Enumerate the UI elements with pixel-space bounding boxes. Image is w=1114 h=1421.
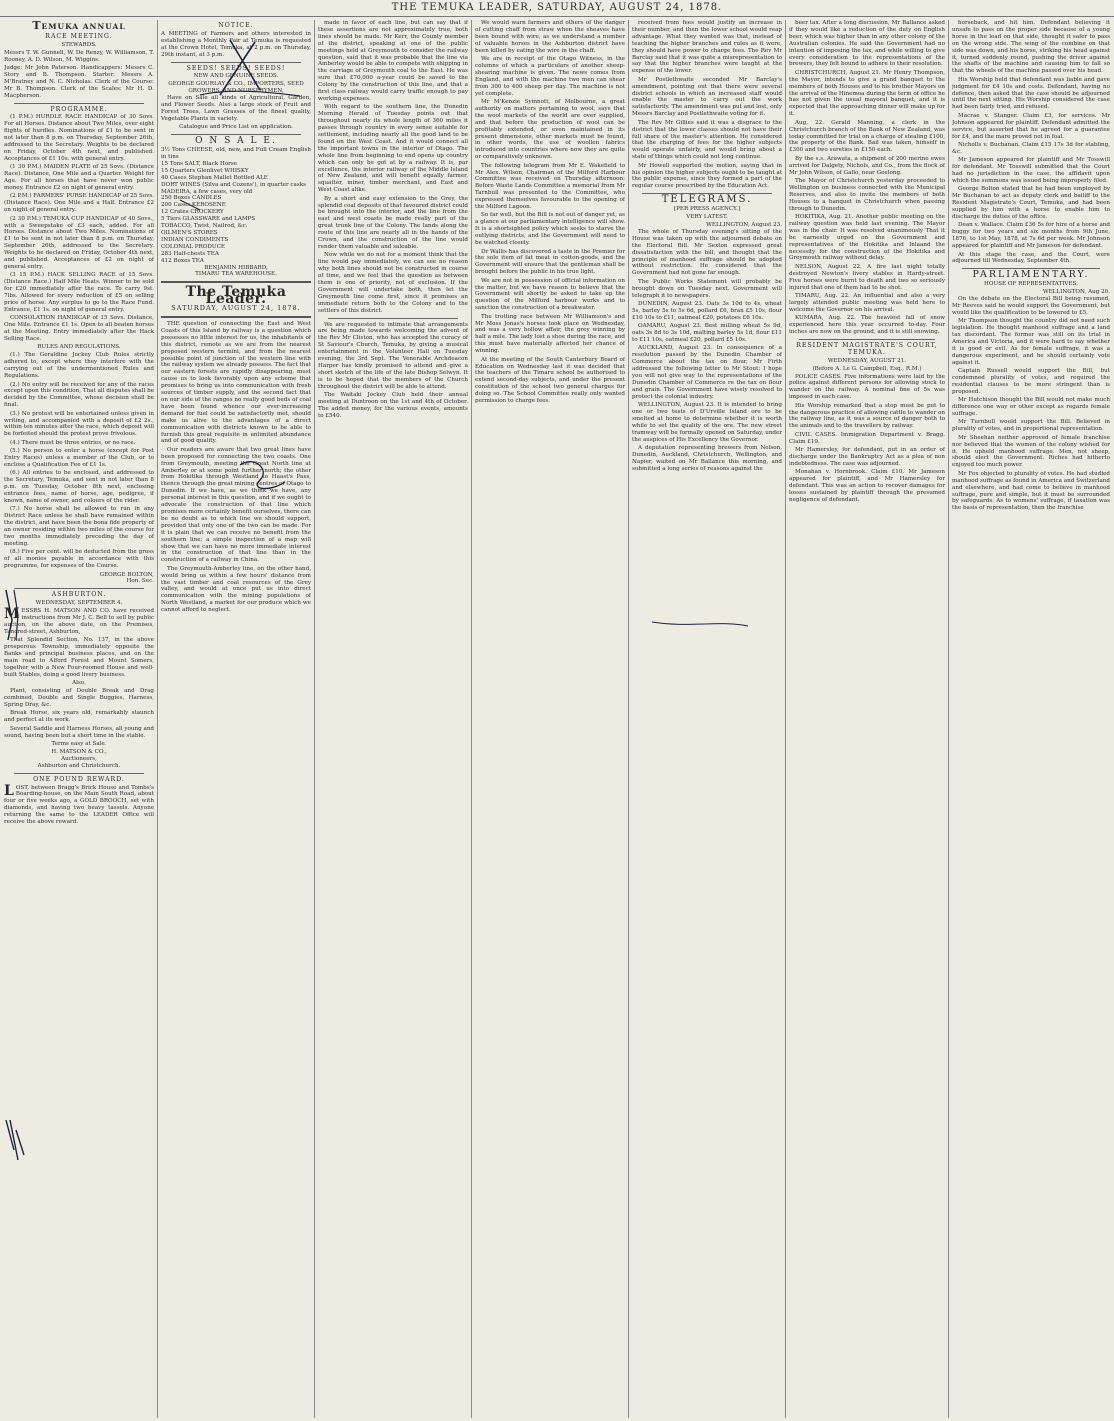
page-masthead: THE TEMUKA LEADER, SATURDAY, AUGUST 24, 1878. [0,0,1114,17]
stewards-heading: STEWARDS. [61,41,97,48]
rule-3: (3.) No protest will be entertained unless given in writing, and accompanied with a deposit of £2 2s., within ten minutes after the race, which deposit will be forfeited should the protest prove frivolous. [4,410,154,438]
on-sale-item: 12 Crates CROCKERY [161,209,224,216]
on-sale-item: DORT WINES (Silva and Cozens'), in quarter casks [161,181,307,188]
tele-para-5: AUCKLAND, August 23. In consequence of a resolution passed by the Dunedin Chamber of Commerce about the tax on flour, Mr Firth addressed the following letter to Mr Stout: I hope you will not give way to the representations of the Dunedin Chamber of Commerce re the tax on flour and grain. The Government have wisely resolved to protect the colonial industry. [632,345,782,400]
parl-para-6: Mr Sheehan neither approved of female franchise nor believed that the women of the colony wished for it. He upheld manhood suffrage. Men, not sheep, should elect the Government. Riches had hitherto enjoyed too much power. [952,434,1110,469]
stewards-list: Messrs T. W. Gunnell, W. De Renzy, W. Williamson, T. Rooney, A. D. Wilson, M. Wiggins. [4,49,154,63]
rm-para-5: Monahan v. Hornbrook. Claim £10. Mr Jameson appeared for plaintiff, and Mr Hamersley for defendant. This was an action to recover damages for losses sustained by plaintiff through the presumed negligence of defendant. [789,469,945,503]
parliamentary-heading: PARLIAMENTARY. [972,269,1090,281]
on-sale-item: 200 Cases KEROSENE [161,202,226,209]
col4-para-2: We are in receipt of the Otago Witness, in the columns of which a particulars of another sheep-shearing machine is given. The news comes from England, and with the machine two men can shear from 300 to 400 sheep per day. The machine is not yet complete. [475,56,625,97]
parl-dateline: WELLINGTON, Aug 20. [1042,289,1110,296]
rm-para-1: POLICE CASES. Five informations were laid by the police against different persons for allowing stock to wander on the railway. A nominal fine of 5s was imposed in each case. [789,373,945,401]
plant-description: Plant, consisting of Double Break and Drag combined, Double and Single Buggies, Harness, Spring Dray, &c. [4,688,154,708]
on-sale-item: 15 Tons SALT, Black Horse [161,160,238,167]
col6-para-2: CHRISTCHURCH, August 21. Mr Henry Thompson, the Mayor, intends to give a grand banquet to the members of both Houses and to his brother Mayors on the arrival of the Hinemoa during the term of office he has not given the usual mayoral banquet, and it is expected that the approaching dinner will make up for it. [789,69,945,118]
notice-text: A MEETING of Farmers and others interested in establishing a Monthly Fair at Temuka is requested at the Crown Hotel, Temuka, at 2 p.m. on Thursday, 29th instant, at 3 p.m. [161,30,311,58]
parl-para-2: Mr Thompson thought the country did not need such legislation. He thought manhood suffrage and a land tax discordant. The former was still on its trial in America and Victoria, and it were hard to say whether it is good or evil. As for female suffrage, it was a dangerous experiment, and he should certainly vote against it. [952,318,1110,366]
race-meeting-subtitle: RACE MEETING. [45,32,113,40]
col3-para-5: We are requested to intimate that arrangements are being made towards welcoming the advent of the Rev Mr Cliston, who has accepted the curacy of St Saviour's Church, Temuka, by giving a musical entertainment in the Volunteer Hall on Tuesday evening, the 3rd Sept. The Venerable Archdeacon Harper has kindly promised to attend and give a short sketch of the life of the late Bishop Selwyn. It is to be hoped that the members of the Church throughout the district will be able to attend. [318,321,468,390]
col6-para-3: Aug. 22. Gerald Manning, a clerk in the Christchurch branch of the Bank of New Zealand, was today committed for trial on a charge of stealing £100, the property of the Bank. Bail was taken, himself in £300 and two sureties in £150 each. [789,119,945,154]
parl-para-3: Captain Russell would support the Bill, but condemned plurality of votes, and required the residential clauses to be more stringent than is proposed. [952,368,1110,395]
gourlay-name: GEORGE GOURLAY & CO., IMPORTERS, SEED GROWERS, AND NURSERYMEN, [168,81,304,95]
rule-5: (5.) No person to enter a horse (except for Post Entry Races) unless a member of the Club, or to enclose a Qualification Fee of £1 1s. [4,448,154,468]
col4-para-7: We are not in possession of official information on the matter, but we have reason to believe that the Government will shortly be asked to take up the question of the Milford harbour works and to sanction the construction of a breakwater. [475,277,625,312]
on-sale-item: 15 Quarters Glenlivet WHISKY [161,167,249,174]
ink-mark-6 [240,462,285,489]
on-sale-item: 40 Cases Stephan Mallet Bottled ALE [161,174,268,181]
col6-para-6: HOKITIKA, Aug. 21. Another public meeting on the railway question was held last evening. The Mayor was in the chair. It was resolved unanimously That it be earnestly urged on the Government and representatives of the Hokitika and Inlaand the necessity for the construction of the Hokitika and Greymouth railway without delay. [789,213,945,262]
ink-mark-7 [180,200,200,210]
matson-ad: MESSRS H. MATSON AND CO. have received instructions from Mr J. C. Bell to sell by public auction, on the above date, on the Premises, Tancred-street, Ashburton, [4,606,154,635]
rm-para-3: CIVIL CASES. Immigration Department v. Bragg. Claim £19. [789,431,945,445]
col7-para-1: horseback, and hit him. Defendant believing it unsafe to pass on the proper side because of a young horse in the lead on that side, thought it safer to pass on the wrong side. The wing of the combine on that side was down, and his horse, striking his head against it, turned suddenly round, pushing the driver against the shafts of the machine and causing him to fall so that the wheels of the machine passed over his head. [952,20,1110,75]
reward-notice: LOST, between Bragg's Brick House and Tombs's Boarding-house, on the Main South Road, about four or five weeks ago, a GOLD BROOCH, set with diamonds, and having two heavy tassels. Anyone returning the same to the LEADER Office will receive the above reward. [4,782,154,826]
wellington-dateline: WELLINGTON, August 23. [706,221,782,228]
rule-8: (8.) Five per cent. will be deducted from the gross of all monies payable in accordance with this programme, for expenses of the Course. [4,549,154,570]
event-1: (1 P.M.) HURDLE RACE HANDICAP of 30 Sovs. For all Horses. Distance about Two Miles, over eight flights of hurdles. Nominations of £1 to be sent in not later than 8 p.m. on Thursday, September 26th, addressed to the Secretary. Weights to be declared on Friday, October 4th next, and published. Acceptances of £1 10s. with general entry. [4,114,154,162]
also-label: Also, [72,680,86,687]
ink-mark-4 [220,40,260,95]
col4-para-8: The trotting race between Mr Williamson's and Mr Moss Jonas's horses took place on Wednesday, and was a very hollow affair, the grey winning by half a mile. The lady lost a shoe during the race, and this must have materially affected her chance of winning. [475,313,625,355]
rm-para-4: Mr Hamersley, for defendant, put in an order of discharge under the Bankruptcy Act as a plea of non indebtedness. The case was adjourned. [789,447,945,467]
col4-para-1: We would warn farmers and others of the danger of cutting chaff from straw when the sheaves have been bound with wire, as we understand a number of valuable horses in the Ashburton district have been killed by eating the wire in the chaff. [475,20,625,54]
rm-para-2: His Worship remarked that a stop must be put to the dangerous practice of allowing cattle to wander on the railway line, as it was a source of danger both to the animals and to the travellers by railway. [789,402,945,430]
ashburton-date: WEDNESDAY, SEPTEMBER 4. [35,600,123,607]
ink-mark-8 [652,622,748,626]
event-3: (2 P.M.) FARMERS' PURSE HANDICAP of 25 Sovs. (Distance Race). One Mile and a Half. Entrance £2 on night of general entry. [4,193,154,214]
event-2: (1 30 P.M.) MAIDEN PLATE of 25 Sovs. (Distance Race). Distance, One Mile and a Quarter. Weight for Age. For all horses that have never won public money. Entrance £2 on night of general entry. [4,164,154,192]
rm-court-date: WEDNESDAY, AUGUST 21. [827,357,907,364]
on-sale-item: 3½ Tons CHEESE, old, new, and Full Cream English in tins [161,147,311,160]
col5-para-4: Mr Howell supported the motion, saying that in his opinion the higher subjects ought to be taught at the public expense, since they formed a part of the regular course prescribed by the Education Act. [632,162,782,190]
ink-mark-5 [200,91,300,96]
col6-para-7: NELSON, August 22. A fire last night totally destroyed Newton's livery stables in Hardy-street. Five horses were burnt to death and two so seriously injured that one of them had to be shot. [789,263,945,291]
col4-para-9: At the meeting of the South Canterbury Board of Education on Wednesday last it was decided that the teachers of the Timaru school be authorised to extend second-day subjects, and under the present constitution of the school two general charges for doing so. The School Committee really only wanted permission to charge fees. [475,356,625,405]
hibbard-warehouse: TIMARU TEA WAREHOUSE. [195,271,277,278]
col5-para-3: The Rev Mr Gillies said it was a disgrace to the district that the lower classes should not have their full share of the master's attention. He considered that the charging of fees for the higher subjects would operate unfairly, and would bring about a state of things which could not long continue. [632,119,782,161]
col7-para-5: Mr Jameson appeared for plaintiff and Mr Tosswill for defendant. Mr Tosswill submitted that the Court had no jurisdiction in the case, the affidavit upon which the summons was issued being improperly filed. [952,157,1110,184]
col3-para-4: Now while we do not for a moment think that the line would pay immediately, we can see no reason why both lines should not be constructed in course of time, and we feel that the question as between them is one of priority, not of exclusion. If the Government will undertake both, then let the Greymouth line come first, since it promises an immediate return both to the Colony and to the settlers of this district. [318,252,468,314]
col4-para-4: The following telegram from Mr E. Wakefield to Mr Alex. Wilson, Chairman of the Milford Harbour Committee was received on Thursday afternoon: Before Waste Lands Committee a memorial from Mr Tarnbull was presented to the Committee, who expressed themselves favourable to the opening of the Milford Lagoon. [475,162,625,211]
parl-para-5: Mr Turnbull would support the Bill. Believed in plurality of votes, and in proportional representation. [952,419,1110,433]
horse-description: Break Horse, six years old, remarkably staunch and perfect at its work. [4,710,154,724]
editorial-2: Our readers are aware that two great lines have been proposed for connecting the two coasts. One from Greymouth, meeting the Great North line at Amberley or at some point further north; the other from Hokitika through Westland to Haast's Pass, thence through the great mining centres of Otago to Dunedin. If we have, as we think we have, any personal interest in this question, and if we ought to advocate the construction of that line which promises more certainly benefit ourselves, there can be no doubt as to which line we should support, provided that only one of the two can be made. For it is plain that we can receive no benefit from the southern line; a simple inspection of a map will show that we can have no more immediate interest in the construction of that line than in the construction of a railway in China. [161,446,311,564]
auctioneer-location: Ashburton and Christchurch. [37,762,121,769]
on-sale-item: MADEIRA, a few cases, very old [161,188,253,195]
very-latest: VERY LATEST. [686,214,728,221]
on-sale-item: 250 Boxes CANDLES [161,195,222,202]
tele-para-2: The Public Works Statement will probably be brought down on Tuesday next. Government will telegraph it to newspapers. [632,278,782,299]
event-6: CONSOLATION HANDICAP of 15 Sovs. Distance, One Mile. Entrance £1 1s. Open to all beaten horses at the Meeting. Entry immediately after the Hack Selling Race. [4,315,154,343]
secretary-name: GEORGE BOLTON, [99,571,154,578]
event-4: (2 30 P.M.) TEMUKA CUP HANDICAP of 40 Sovs., with a Sweepstake of £3 each, added. For all Horses. Distance about Two Miles. Nominations of £1 to be sent in not later than 8 p.m. on Thursday, September 26th, addressed to the Secretary. Weights to be declared on Friday, October 4th next, and published. Acceptances of £2 on night of general entry. [4,215,154,270]
col5-para-1: received from fees would justify an increase in their number, and then the lower school would reap advantage. What they wanted was that, instead of teaching the higher branches and rules as it were, they should have power to charge fees. The Rev Mr Barclay said that it was quite a misrepresentation to say that the higher branches were taught at the expense of the lower. [632,20,782,75]
editorial-1: THE question of connecting the East and West Coasts of this Island by railway is a question which possesses no little interest for us, the inhabitants of this district, remote as we are from the nearest proposed western termini, and from the nearest possible point of junction of the western line with the railway system we already possess. The fact that our eastern forests are rapidly disappearing, must cause us to look favorably upon any scheme that promises to bring us into communication with fresh sources of timber supply, and the second fact that on our side of the ranges no really good beds of coal have been found whence our ever-increasing demand for fuel could be satisfactorily met, should make us alive to the advantages of a direct communication with districts known to be able to furnish this great requisite in unlimited abundance and of good quality. [161,321,311,445]
col7-para-4: Nicholls v. Buchanan. Claim £15 17s 3d for stabling, &c. [952,141,1110,155]
hibbard-name: BENJAMIN HIBBARD, [204,264,268,271]
col6-para-1: beer tax. After a long discussion, Mr Ballance asked if they would like a reduction of the duty on English beer, which was higher than in any other colony of the Australian colonies. He said the Government had no intention of imposing the tax, and while willing to give every consideration to the representations of the brewers, they felt bound to adhere to their resolution. [789,20,945,68]
saddle-description: Several Saddle and Harness Horses, all young and sound, having been but a short time in the stable. [4,725,154,739]
tele-para-4: OAMARU, August 23. Best milling wheat 5s 9d, oats 3s 8d to 3s 10d, malting barley 5s 1d, flour £11 to £11 10s, oatmeal £20, pollard £5 10s. [632,323,782,343]
rule-6: (6.) All entries to be enclosed, and addressed to the Secretary, Temuka, and sent in not later than 8 p.m. on Tuesday, October 8th next, enclosing entrance fees, name of horse, age, pedigree, if known, name of owner, and colours of the rider. [4,470,154,504]
rule-1: (1.) The Geraldine Jockey Club Rules strictly adhered to, except where they interfere with the carrying out of the undermentioned Rules and Regulations. [4,352,154,380]
on-sale-item: OILMEN'S STORES [161,229,218,236]
parl-para-4: Mr Hutchison thought the Bill would not make much difference one way or other except as regards female suffrage. [952,397,1110,418]
ink-mark-3 [6,1120,24,1160]
issue-date: SATURDAY, AUGUST 24, 1878. [171,304,301,313]
catalogue-note: Catalogue and Price List on application. [179,124,293,131]
rules-heading: RULES AND REGULATIONS. [37,344,121,351]
rm-court-heading: RESIDENT MAGISTRATE'S COURT, TEMUKA. [796,341,938,356]
rule-4: (4.) There must be three entries, or no race. [10,439,136,446]
house-heading: HOUSE OF REPRESENTATIVES. [984,281,1078,288]
tele-para-1: The whole of Thursday evening's sitting of the House was taken up with the adjourned debate on the Electoral Bill. Mr Sexton expressed great dissatisfaction with the bill, and thought that the principle of manhood suffrage should be adopted without restriction. He considered that the Government had not gone far enough. [632,228,782,277]
event-5: (3 15 P.M.) HACK SELLING RACE of 15 Sovs. (Distance Race.) Half Mile Heats. Winner to be sold for £20 immediately after the race. To carry 9st. 7lbs. Allowed for every reduction of £5 on selling price of horse. Any surplus to go to the Race Fund. Entrance, £1 1s. on night of general entry. [4,272,154,313]
col6-para-5: The Mayor of Christchurch yesterday proceeded to Wellington on business connected with the Municipal Reserves, and also to invite the members of both Houses to a banquet in Christchurch when passing through to Dunedin. [789,177,945,212]
col4-para-5: So far well, but the Bill is not out of danger yet, as a glance at our parliamentary intelligence will show. It is a shortsighted policy which seeks to starve the outlying districts, and the Government will need to be watched closely. [475,212,625,247]
col6-para-9: KUMARA, Aug. 22. The heaviest fall of snow experienced here this year occurred to-day. Four inches are now on the ground, and it is still snowing. [789,315,945,335]
race-meeting-title: TEMUKA ANNUAL [32,20,126,32]
officials-list: Judge: Mr John Paterson. Handicappers: Messrs C. Story and B. Thompson. Starter: Messrs A. M'Bratney and N. C. Nicholas. Clerk of the Course: Mr B. Thompson. Clerk of the Scales: Mr H. D. Macpherson. [4,65,154,99]
col7-para-7: Dean v. Wallace. Claim £36 5s for hire of a horse and buggy for two years and six months from 9th June, 1876, to 1st May, 1878, at 7s 6d per week. Mr Johnson appeared for plaintiff and Mr Jameson for defendant. [952,222,1110,250]
newspaper-title: The Temuka Leader. [185,284,287,308]
parl-para-7: Mr Fox objected to plurality of votes. He had studied manhood suffrage as found in America and Switzerland and elsewhere, and had come to believe in manhood suffrage, pure and simple, but it must be surrounded by safeguards. As to womens' suffrage, if taxation was the basis of representation, then the franchise [952,470,1110,512]
editorial-3: The Greymouth-Amberley line, on the other hand, would bring us within a few hours' distance from the vast timber and coal resources of the Grey valley, and would at once put us into direct communication with the mining populations of North Westland, a market for our produce which we cannot afford to neglect. [161,565,311,614]
seeds-heading: SEEDS! SEEDS! SEEDS! [186,64,286,72]
col6-para-8: TIMARU, Aug. 22. An influential and also a very largely attended public meeting was held here to welcome the Governor on his arrival. [789,292,945,313]
auctioneer-title: Auctioneers, [61,755,97,762]
on-sale-item: TOBACCO, Twist, Nailrod, &c. [161,223,248,230]
col7-para-2: His Worship held that defendant was liable and gave judgment for £4 10s and costs. Defendant, having no defence, then asked that the case should be adjourned until the next sitting. His Worship considered the case had been fairly tried, and refused. [952,76,1110,111]
reward-heading: ONE POUND REWARD. [33,775,125,783]
section-description: That Splendid Section, No. 137, in the above prosperous Township, immediately opposite the Banks and principal business places, and on the main road to Alford Forest and Mount Somers, together with a New Four-roomed House and well-built Stables, doing a good livery business. [4,637,154,678]
notice-heading: NOTICE. [218,22,254,29]
col7-para-6: George Bolton stated that he had been employed by Mr Buchanan to act as deputy clerk and bailiff to the Resident Magistrate's Court, Temuka, and had been supplied by him with a horse to enable him to discharge the duties of the office. [952,186,1110,220]
tele-para-3: DUNEDIN, August 23. Oats 3s 10d to 4s, wheat 5s, barley 5s to 5s 6d, pollard £6, bran £5 10s, flour £10 10s to £11, oatmeal £20, potatoes £6 10s. [632,300,782,321]
seeds-subheading: NEW AND GENUINE SEEDS. [193,73,279,80]
col3-para-2: With regard to the southern line, the Dunedin Morning Herald of Tuesday points out that throughout nearly its whole length of 360 miles it passes through country in every sense suitable for settlement, including nearly all the good land to be found on the West Coast. And it would connect all the important towns in the interior of Otago. The whole line from beginning to end opens up country which can only be got at by a railway. It is, par excellence, the interior railway of the Middle Island of New Zealand, and will benefit equally farmer, squatter, miner, timber merchant, and East and West Coast alike. [318,104,468,194]
on-sale-item: 5 Tiers GLASSWARE and LAMPS [161,216,256,223]
rm-court-before: (Before A. Le G. Campbell, Esq., R.M.) [812,365,922,372]
col4-para-6: Dr Wallis has discovered a taste in the Premier for the sole item of fat meat in cotton-goods, and the Government will ensure that the gentleman shall be brought before the public in his true light. [475,248,625,276]
on-sale-item: 412 Boxes TEA [161,257,204,264]
press-agency: [PER PRESS AGENCY.] [673,206,741,213]
tele-para-7: A deputation representing brewers from Nelson, Dunedin, Auckland, Christchurch, Wellington, and Napier, waited on Mr Ballance this morning, and submitted a long series of reasons against the [632,445,782,472]
col5-para-2: Mr Postlethwaite seconded Mr Barclay's amendment, pointing out that there were several district schools in which an increased staff would enable the master to carry out the work satisfactorily. The amendment was put and lost, only Messrs Barclay and Postlethwaite voting for it. [632,76,782,118]
col6-para-4: By the s.s. Arawata, a shipment of 200 merino ewes arrived for Dalgety, Nichols, and Co., from the flock of Mr John Wilson, of Gallo, near Geelong. [789,155,945,176]
auctioneer-name: H. MATSON & CO., [51,748,107,755]
col4-para-3: Mr M'Kenzie Symnott, of Melbourne, a great authority on matters pertaining to wool, says that the wool markets of the world are over supplied, and that before the production of wool can be profitably extended, or even maintained in its present dimensions, other markets must be found, in other words, the use of woollen fabrics introduced into countries where now they are quite or comparatively unknown. [475,98,625,161]
rule-2: (2.) No entry will be received for any of the races except upon this condition, That all disputes shall be decided by the Committee, whose decision shall be final. [4,381,154,409]
col7-para-3: Macrae v. Stanger. Claim £3, for services. Mr Johnson appeared for plaintiff. Defendant admitted the service, but asserted that he agreed for a guarantee for £4, and the mare proved not in foal. [952,112,1110,140]
programme-heading: PROGRAMME. [50,105,108,113]
on-sale-item: COLONIAL PRODUCE [161,243,225,250]
on-sale-item: 283 Half-chests TEA [161,250,219,257]
col3-para-1: made in favor of each line, but can say that if these assertions are not approximately true, both lines should be made. Mr Kerr, the County member of the district, speaking at one of the public meetings held at Greymouth to consider the railway question, said that it was probable that the line via Amberley would be able to compete with shipping in the carriage of Greymouth coal to the East. He was sure that £70,000 a-year could be saved to the Colony by the construction of this line, and that a first class railway would carry traffic enough to pay working expenses. [318,20,468,102]
col3-para-6: The Waitaki Jockey Club held their annual meeting at Duntroon on the 1st and 4th of October. The added money, for the various events, amounts to £540. [318,392,468,419]
tele-para-6: WELLINGTON, August 23. It is intended to bring one or two tests of D'Urville Island ore to be smelted at home to determine whether it is worth while to set the quality of the ore. The new street tramway will be formally opened on Saturday, under the auspices of His Excellency the Governor. [632,402,782,443]
on-sale-heading: O N S A L E. [195,136,277,147]
col7-para-8: At this stage the case, and the Court, were adjourned till Wednesday, September 4th. [952,251,1110,265]
ashburton-heading: ASHBURTON. [51,591,107,599]
ink-mark-1 [6,590,12,640]
rule-7: (7.) No horse shall be allowed to run in any District Race unless he shall have remained within the district, and have been the bona fide property of an owner residing within two miles of the course for two months immediately preceding the day of meeting. [4,506,154,547]
parl-para-1: On the debate on the Electoral Bill being resumed, Mr Reeves said he would support the Government, but would like the qualification to be lowered to £5. [952,296,1110,316]
col3-para-3: By a short and easy extension to the Grey, the splendid coal deposits of that favoured district could be brought into the interior, and the line from the east and west coasts be made really part of the great trunk line of the Colony. The lands along the route of this line are nearly all in the hands of the Crown, and the construction of the line would render them valuable and saleable. [318,195,468,250]
secretary-title: Hon. Sec. [126,578,154,585]
terms-note: Terms easy at Sale. [51,741,107,747]
on-sale-item: INDIAN CONDIMENTS [161,236,229,243]
telegrams-heading: TELEGRAMS. [661,194,753,206]
ink-mark-2 [14,590,18,640]
gourlay-text: Have on Sale all kinds of Agricultural, Garden, and Flower Seeds. Also a large stock of Fruit and Forest Trees, Lawn Grasses of the finest quality, Vegetable Plants in variety. [161,95,311,122]
